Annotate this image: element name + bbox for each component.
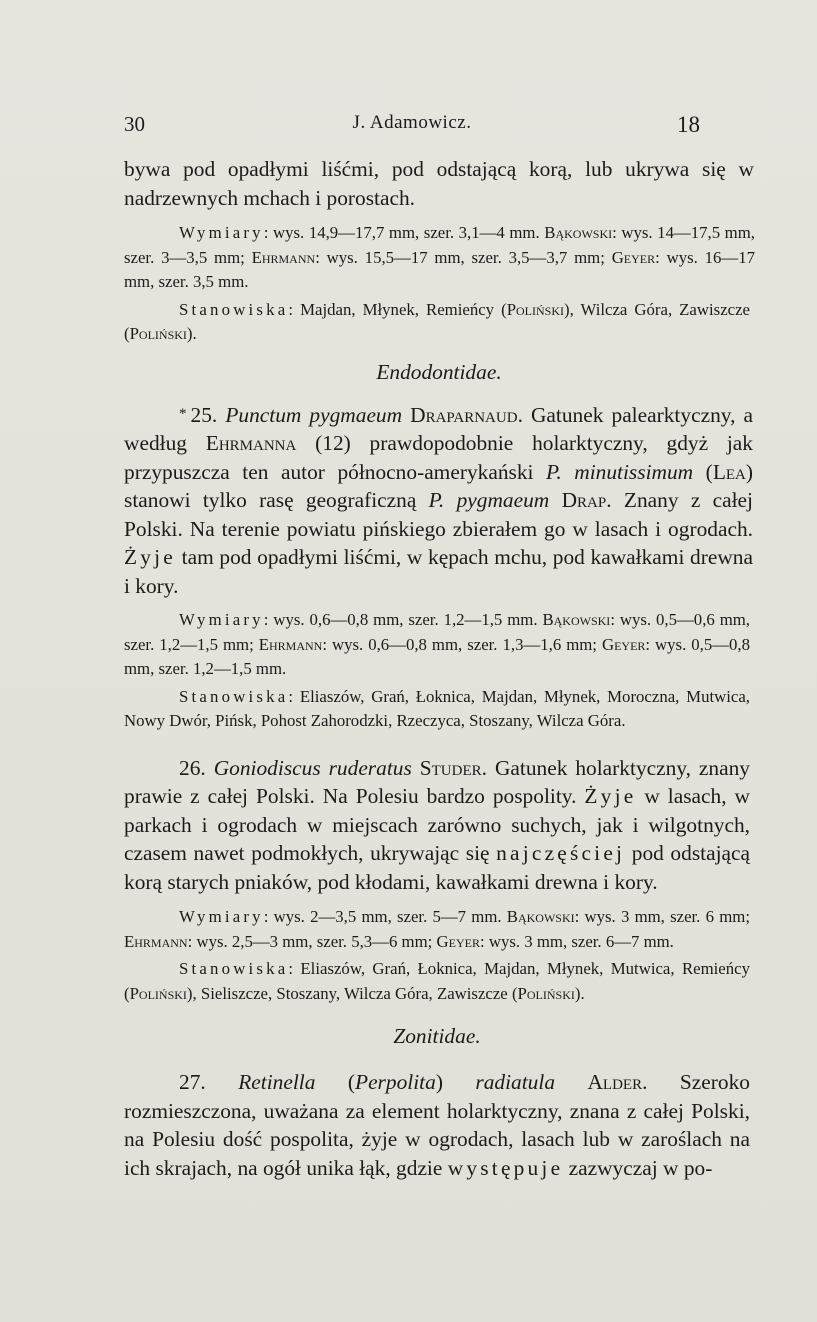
running-title: J. Adamowicz. [352,112,472,133]
author-name: Poliński [129,983,187,1003]
measurements-paragraph: Wymiary: wys. 2—3,5 mm, szer. 5—7 mm. Bąkowski: wys. 3 mm, szer. 6 mm; Ehrmann: wys. 2,5—3 mm, szer. 5,3—6 mm; Geyer: wys. 3 mm, szer. 6—7 mm. [124,907,750,951]
author-name: Bąkowski [542,610,611,629]
family-heading: Zonitidae. [393,1024,481,1048]
species-name: Punctum pygmaeum [225,402,403,427]
subgenus-name: Perpolita [355,1070,436,1094]
author-name: Ehrmanna [205,431,297,455]
author-name: Bąkowski [506,907,575,926]
localities-label: Stanowiska [179,959,289,978]
localities-paragraph: Stanowiska: Majdan, Młynek, Remieńcy (Poliński), Wilcza Góra, Zawiszcze (Poliński). [124,299,750,343]
author-name: Geyer [436,931,480,951]
species-paragraph: 27. Retinella (Perpolita) radiatula Alder. Szeroko rozmieszczona, uważana za element holarktyczny, znana z całej Polski, na Polesiu dość pospolita, żyje w ogrodach, lasach lub w zaroślach na ich skrajach, na ogół unika łąk, gdzie występuje zazwyczaj w po- [124,1070,750,1180]
author-name: Poliński [506,299,565,319]
species-name: Retinella [238,1070,316,1094]
author-name: Drap [561,488,607,512]
spaced-word: występuje [447,1155,564,1180]
spaced-word: Żyje [124,545,176,569]
species-author: Alder [587,1070,643,1094]
species-number: 26. [179,755,206,780]
spaced-word: najczęściej [496,841,626,865]
author-name: Geyer [611,247,656,267]
author-name: Ehrmann [258,634,323,654]
species-author: Studer [419,755,482,780]
author-name: Poliński [517,983,575,1003]
page-number: 30 [124,112,145,136]
localities-paragraph: Stanowiska: Eliaszów, Grań, Łoknica, Majdan, Młynek, Mutwica, Remieńcy (Poliński), Sieliszcze, Stoszany, Wilcza Góra, Zawiszcze (Poliński). [124,959,750,1003]
species-author: Draparnaud [410,402,518,427]
localities-label: Stanowiska [179,299,289,319]
measurements-paragraph: Wymiary: wys. 0,6—0,8 mm, szer. 1,2—1,5 mm. Bąkowski: wys. 0,5—0,6 mm, szer. 1,2—1,5 mm; Ehrmann: wys. 0,6—0,8 mm, szer. 1,3—1,6 mm; Geyer: wys. 0,5—0,8 mm, szer. 1,2—1,5 mm. [124,610,751,678]
author-name: Poliński [129,324,187,343]
page-body [124,155,768,1182]
species-paragraph: 26. Goniodiscus ruderatus Studer. Gatunek holarktyczny, znany prawie z całej Polski. Na Polesiu bardzo pospolity. Żyje w lasach, w parkach i ogrodach w miejscach zarówno suchych, jak i wilgotnych, czasem nawet podmokłych, ukrywając się najczęściej pod odstającą korą starych pniaków, pod kłodami, kawałkami drewna i kory. [124,755,751,894]
continuation-paragraph: bywa pod opadłymi liśćmi, pod odstającą korą, lub ukrywa się w nadrzewnych mchach i porostach. [124,157,754,210]
author-name: Bąkowski [544,223,613,242]
measurements-label: Wymiary [179,223,264,242]
localities-label: Stanowiska [179,686,289,706]
sheet-number: 18 [677,112,700,137]
spaced-word: Żyje [584,784,637,808]
author-name: Ehrmann [124,931,188,951]
author-name: Lea [712,459,746,484]
author-name: Ehrmann [251,247,316,267]
author-name: Geyer [601,634,646,654]
family-heading: Endodontidae. [376,359,502,384]
page-header [124,112,700,142]
measurements-label: Wymiary [179,907,264,926]
localities-paragraph: Stanowiska: Eliaszów, Grań, Łoknica, Majdan, Młynek, Moroczna, Mutwica, Nowy Dwór, Pińsk, Pohost Zahorodzki, Rzeczyca, Stoszany, Wilcza Góra. [124,686,750,730]
asterisk-mark: * [179,405,187,422]
species-name: P. pygmaeum [428,488,550,512]
species-number: 27. [179,1070,206,1094]
measurements-paragraph: Wymiary: wys. 14,9—17,7 mm, szer. 3,1—4 mm. Bąkowski: wys. 14—17,5 mm, szer. 3—3,5 mm; Ehrmann: wys. 15,5—17 mm, szer. 3,5—3,7 mm; Geyer: wys. 16—17 mm, szer. 3,5 mm. [124,223,755,291]
species-name: Goniodiscus ruderatus [213,755,412,780]
species-number: 25. [190,402,218,427]
species-paragraph: * 25. Punctum pygmaeum Draparnaud. Gatunek palearktyczny, a według Ehrmanna (12) prawdopodobnie holarktyczny, gdyż jak przypuszcza ten autor północno-amerykański P. minutissimum (Lea) stanowi tylko rasę geograficzną P. pygmaeum Drap. Znany z całej Polski. Na terenie powiatu pińskiego zbierałem go w lasach i ogrodach. Żyje tam pod opadłymi liśćmi, w kępach mchu, pod kawałkami drewna i kory. [124,402,753,598]
measurements-label: Wymiary [179,610,264,629]
species-name: P. minutissimum [546,459,694,484]
species-epithet: radiatula [475,1070,556,1094]
